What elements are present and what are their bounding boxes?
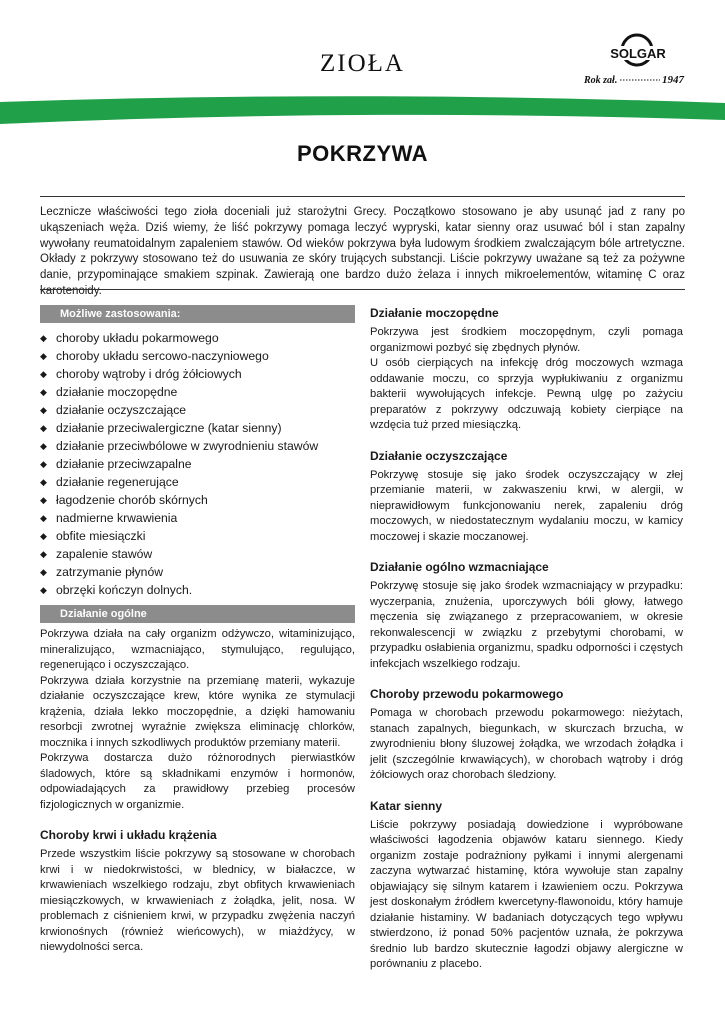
- diamond-bullet-icon: ◆: [40, 405, 47, 415]
- diamond-bullet-icon: ◆: [40, 549, 47, 559]
- diamond-bullet-icon: ◆: [40, 441, 47, 451]
- intro-paragraph: Lecznicze właściwości tego zioła doceniali już starożytni Grecy. Początkowo stosowano je aby usunąć jad z rany po ukąszeniach węża. Dziś wiemy, że liść pokrzywy pomaga leczyć wypryski, katar sienny oraz usuwać ból i stan zapalny wywołany reumatoidalnym zapaleniem stawów. Od wieków pokrzywa była ludowym środkiem zwalczającym bóle artretyczne. Okłady z pokrzywy stosowano też do usuwania ze skóry trujących substancji. Liście pokrzywy uważane są też za pożywne danie, przypominające smakiem szpinak. Zawierają one bardzo dużo żelaza i innych mikroelementów, witaminę C oraz karotenoidy.: [40, 206, 685, 297]
- uses-list-item-label: obrzęki kończyn dolnych.: [56, 583, 193, 597]
- digestive-paragraph: Pomaga w chorobach przewodu pokarmowego: nieżytach, stanach zapalnych, biegunkach, w skurczach brzucha, w zwyrodnieniu błony śluzowej żołądka, we wrzodach żołądka i jelit (szczególnie krwawiących), w chorobach wątroby i dróg żółciowych oraz chorobach śledziony.: [370, 707, 683, 781]
- uses-list-item-label: działanie oczyszczające: [56, 403, 187, 417]
- diamond-bullet-icon: ◆: [40, 495, 47, 505]
- right-column: [370, 305, 683, 973]
- cleansing-heading: Działanie oczyszczające: [370, 448, 508, 463]
- category-title: ZIOŁA: [320, 50, 405, 77]
- uses-list-item: [40, 437, 355, 455]
- uses-list-item: [40, 329, 355, 347]
- diamond-bullet-icon: ◆: [40, 567, 47, 577]
- general-heading: Działanie ogólne: [40, 605, 355, 623]
- solgar-logo: [582, 30, 702, 92]
- uses-list-item: [40, 347, 355, 365]
- uses-list-item-label: zatrzymanie płynów: [56, 565, 164, 579]
- diamond-bullet-icon: ◆: [40, 513, 47, 523]
- uses-list-item-label: choroby układu pokarmowego: [56, 331, 219, 345]
- uses-list-item: [40, 581, 355, 599]
- diamond-bullet-icon: ◆: [40, 531, 47, 541]
- logo-since-label: Rok zał.: [584, 75, 618, 86]
- uses-list-item: [40, 383, 355, 401]
- diamond-bullet-icon: ◆: [40, 369, 47, 379]
- strengthening-heading: Działanie ogólno wzmacniające: [370, 560, 549, 574]
- left-column: [40, 305, 355, 956]
- uses-list-item: [40, 491, 355, 509]
- general-paragraph-2: Pokrzywa działa korzystnie na przemianę materii, wykazuje działanie oczyszczające krew, które wynika ze stymulacji krążenia, działa lekko moczopędnie, a dzięki hamowaniu resorbcji zwrotnej wyraźnie zwiększa eliminację chlorków, mocznika i innych szkodliwych produktów przemiany materii.: [40, 674, 355, 749]
- uses-list-item: [40, 365, 355, 383]
- uses-list-item: [40, 473, 355, 491]
- uses-list-item-label: choroby wątroby i dróg żółciowych: [56, 367, 242, 381]
- uses-list-item-label: działanie przeciwbólowe w zwyrodnieniu stawów: [56, 439, 319, 453]
- digestive-heading: Choroby przewodu pokarmowego: [370, 687, 564, 701]
- page-title: POKRZYWA: [296, 141, 429, 166]
- uses-list-item: [40, 563, 355, 581]
- uses-list-item-label: łagodzenie chorób skórnych: [56, 493, 208, 507]
- uses-list-item-label: działanie moczopędne: [56, 385, 178, 399]
- intro-divider: [40, 289, 685, 290]
- general-paragraph-1: Pokrzywa działa na cały organizm odżywczo, witaminizująco, mineralizująco, wzmacniająco, stymulująco, regulująco, regenerująco i oczyszczająco.: [40, 628, 355, 671]
- diuretic-paragraph-1: Pokrzywa jest środkiem moczopędnym, czyli pomaga organizmowi pozbyć się zbędnych płynów.: [370, 326, 683, 354]
- uses-list-item: [40, 545, 355, 563]
- uses-list-item-label: działanie regenerujące: [56, 475, 179, 489]
- uses-list-item-label: działanie przeciwalergiczne (katar sienny): [56, 421, 282, 435]
- diuretic-heading: Działanie moczopędne: [370, 306, 499, 320]
- uses-list-item-label: zapalenie stawów: [56, 547, 153, 561]
- strengthening-paragraph: Pokrzywę stosuje się jako środek wzmacniający w przypadku: wyczerpania, znużenia, uporczywych bóli głowy, łatwego męczenia się związanego z przepracowaniem, w okresie rekonwalescencji w związku z przebytymi chorobami, w przypadku osłabienia organizmu, spadku odporności i częstych infekcjach wszelkiego rodzaju.: [370, 580, 683, 670]
- diamond-bullet-icon: ◆: [40, 459, 47, 469]
- diamond-bullet-icon: ◆: [40, 477, 47, 487]
- uses-heading: Możliwe zastosowania:: [40, 305, 355, 323]
- uses-list-item-label: nadmierne krwawienia: [56, 511, 178, 525]
- uses-list-item-label: obfite miesiączki: [56, 529, 146, 543]
- header-green-band: [0, 96, 725, 128]
- uses-list-item: [40, 509, 355, 527]
- uses-list-item: [40, 527, 355, 545]
- uses-list-item: [40, 455, 355, 473]
- uses-list: [40, 329, 355, 599]
- cleansing-paragraph: Pokrzywę stosuje się jako środek oczyszczający w złej przemianie materii, w zakwaszeniu krwi, w alergii, w nieprawidłowym funkcjonowaniu nerek, zapaleniu dróg moczowych, w niedostatecznym wydalaniu moczu, w kamicy moczowej i skazie moczanowej.: [370, 468, 683, 543]
- uses-list-item-label: choroby układu sercowo-naczyniowego: [56, 349, 269, 363]
- blood-paragraph: Przede wszystkim liście pokrzywy są stosowane w chorobach krwi i w niedokrwistości, w blednicy, w białaczce, w krwawieniach wszelkiego rodzaju, zbyt obfitych krwawieniach miesiączkowych, w krwawieniach z żołądka, jelit, nosa. W problemach z ciśnieniem krwi, w przypadku zwężenia naczyń krwionośnych (również wieńcowych), w miażdżycy, w niewydolności serca.: [40, 848, 355, 953]
- general-paragraph-3: Pokrzywa dostarcza dużo różnorodnych pierwiastków śladowych, które są składnikami enzymów i hormonów, odpowiadających za prawidłowy przebieg procesów fizjologicznych w organizmie.: [40, 752, 355, 811]
- diamond-bullet-icon: ◆: [40, 351, 47, 361]
- uses-list-item: [40, 401, 355, 419]
- diamond-bullet-icon: ◆: [40, 423, 47, 433]
- diamond-bullet-icon: ◆: [40, 387, 47, 397]
- uses-list-item: [40, 419, 355, 437]
- blood-heading: Choroby krwi i układu krążenia: [40, 828, 217, 842]
- hayfever-paragraph: Liście pokrzywy posiadają dowiedzione i wypróbowane właściwości łagodzenia objawów kataru siennego. Kiedy organizm zostaje podrażniony pyłkami i innymi alergenami zaczyna wytwarzać histaminę, która wywołuje stan zapalny objawiający się silnym katarem i łzawieniem oczu. Pokrzywa jest doskonałym źródłem kwercetyny-flawonoidu, który hamuje działanie histaminy. W badaniach dotyczących tego wpływu stwierdzono, iż ponad 50% pacjentów uznała, że pokrzywa średnio lub bardzo skutecznie łagodzi objawy alergiczne w porównaniu z placebo.: [370, 818, 683, 970]
- top-divider: [40, 196, 685, 197]
- diuretic-paragraph-2: U osób cierpiących na infekcję dróg moczowych wzmaga oddawanie moczu, co sprzyja wypłukiwaniu z organizmu bakterii wywołujących infekcje. Pewną ulgę po zażyciu preparatów z pokrzywy odczuwają kobiety cierpiące na wzdęcia tuż przed miesiączką.: [370, 357, 683, 431]
- logo-brand-text: SOLGAR: [610, 46, 666, 61]
- diamond-bullet-icon: ◆: [40, 585, 47, 595]
- logo-since-year: 1947: [662, 74, 684, 86]
- hayfever-heading: Katar sienny: [370, 798, 443, 813]
- uses-list-item-label: działanie przeciwzapalne: [56, 457, 192, 471]
- diamond-bullet-icon: ◆: [40, 333, 47, 343]
